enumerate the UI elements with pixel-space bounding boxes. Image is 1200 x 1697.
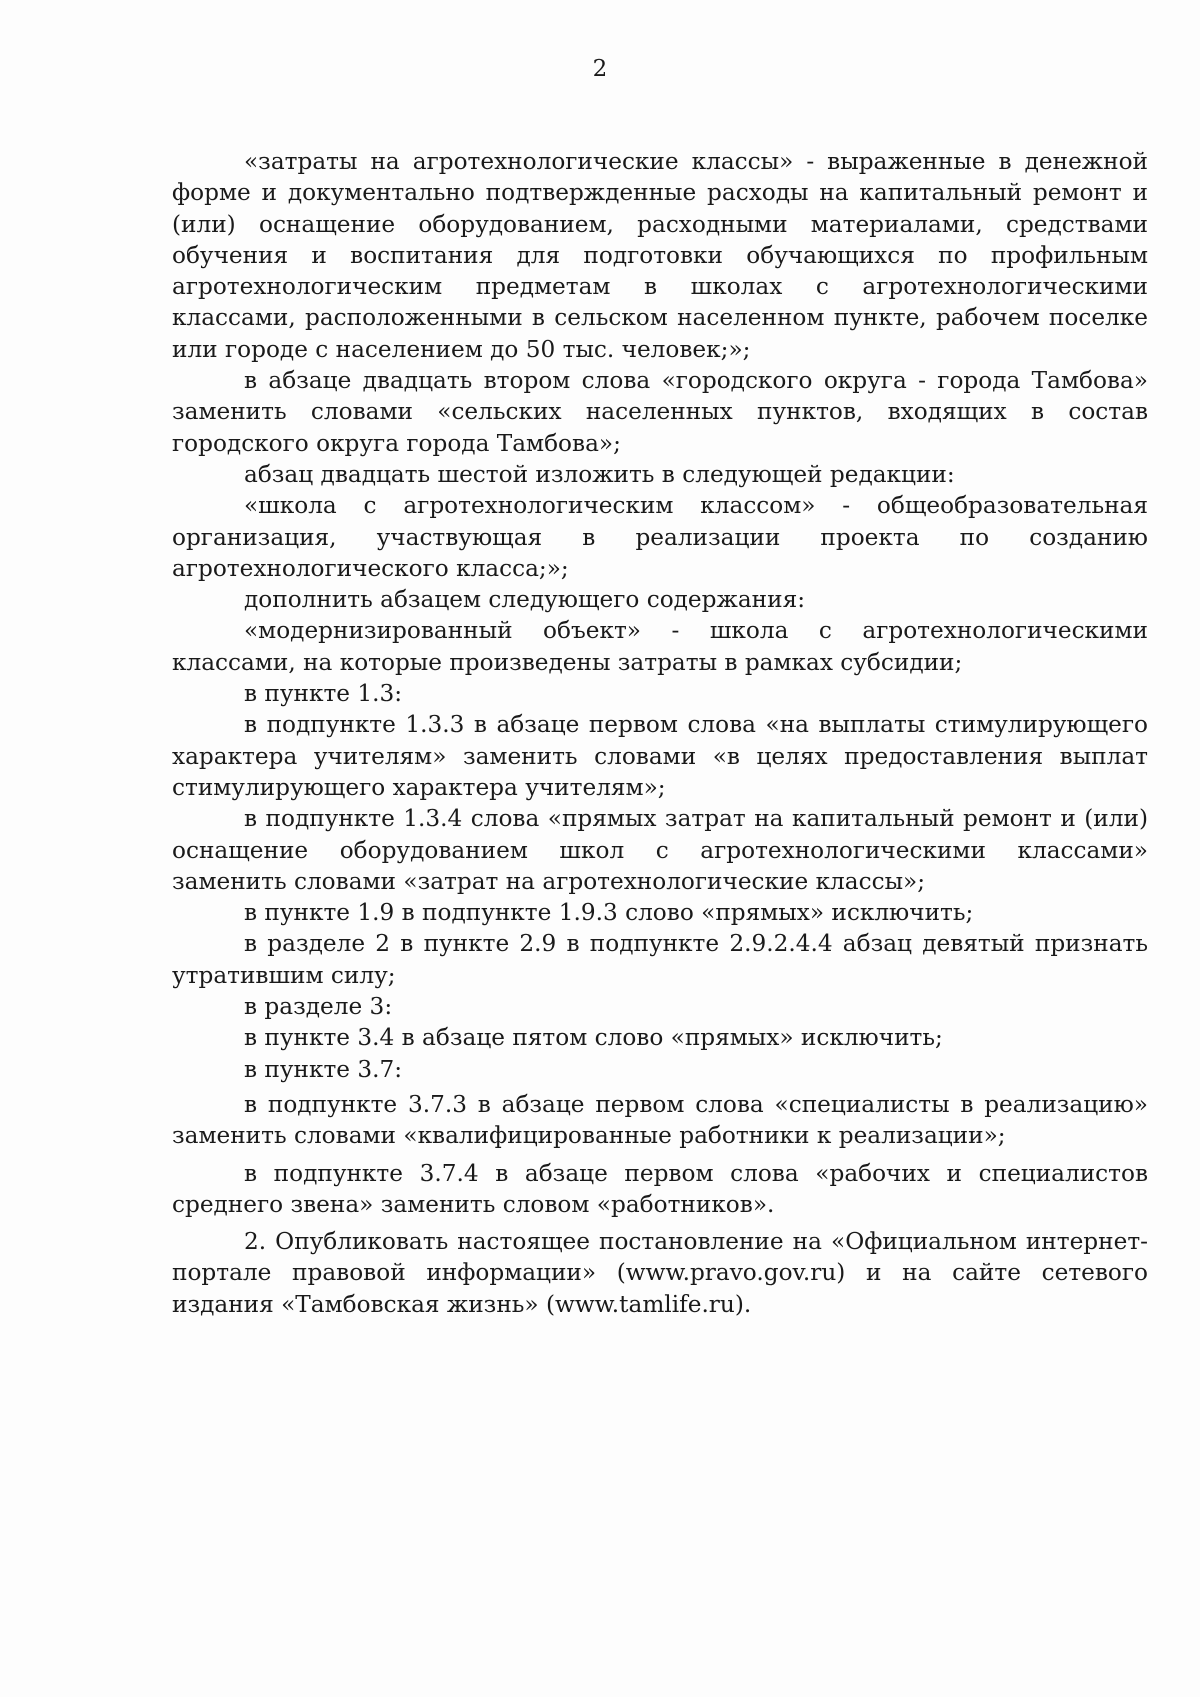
paragraph-point-1-3: в пункте 1.3: xyxy=(244,680,403,708)
paragraph-amend-26-intro: абзац двадцать шестой изложить в следующей редакции: xyxy=(244,460,955,488)
paragraph-add-intro: дополнить абзацем следующего содержания: xyxy=(244,586,806,614)
paragraph-amend-22: в абзаце двадцать втором слова «городского округа - города Тамбова» заменить словами «сельских населенных пунктов, входящих в состав городского округа города Тамбова»; xyxy=(172,367,1148,457)
paragraph-point-3-7: в пункте 3.7: xyxy=(244,1055,403,1083)
paragraph-definition-costs: «затраты на агротехнологические классы» - выраженные в денежной форме и документально подтвержденные расходы на капитальный ремонт и (или) оснащение оборудованием, расходными материалами, средствами обучения и воспитания для подготовки обучающихся по профильным агротехнологическим предметам в школах с агротехнологическими классами, расположенными в сельском населенном пункте, рабочем поселке или городе с населением до 50 тыс. человек;»; xyxy=(172,148,1148,363)
paragraph-publish: 2. Опубликовать настоящее постановление на «Официальном интернет-портале правовой информации» (www.pravo.gov.ru) и на сайте сетевого издания «Тамбовская жизнь» (www.tamlife.ru). xyxy=(172,1228,1148,1318)
paragraph-section-3: в разделе 3: xyxy=(244,993,393,1021)
paragraph-definition-object: «модернизированный объект» - школа с агротехнологическими классами, на которые произведены затраты в рамках субсидии; xyxy=(172,617,1148,676)
paragraph-subpoint-1-3-4: в подпункте 1.3.4 слова «прямых затрат на капитальный ремонт и (или) оснащение оборудованием школ с агротехнологическими классами» заменить словами «затрат на агротехнологические классы»; xyxy=(172,805,1148,895)
page-number: 2 xyxy=(592,56,608,82)
paragraph-definition-school: «школа с агротехнологическим классом» - общеобразовательная организация, участвующая в реализации проекта по созданию агротехнологического класса;»; xyxy=(172,492,1148,582)
paragraph-point-1-9: в пункте 1.9 в подпункте 1.9.3 слово «прямых» исключить; xyxy=(244,899,974,927)
document-body xyxy=(172,146,1148,1320)
paragraph-point-3-4: в пункте 3.4 в абзаце пятом слово «прямых» исключить; xyxy=(244,1024,943,1052)
paragraph-subpoint-3-7-3: в подпункте 3.7.3 в абзаце первом слова «специалисты в реализацию» заменить словами «квалифицированные работники к реализации»; xyxy=(172,1090,1148,1150)
paragraph-section-2: в разделе 2 в пункте 2.9 в подпункте 2.9.2.4.4 абзац девятый признать утратившим силу; xyxy=(172,930,1148,989)
paragraph-subpoint-1-3-3: в подпункте 1.3.3 в абзаце первом слова «на выплаты стимулирующего характера учителям» заменить словами «в целях предоставления выплат стимулирующего характера учителям»; xyxy=(172,711,1148,801)
paragraph-subpoint-3-7-4: в подпункте 3.7.4 в абзаце первом слова «рабочих и специалистов среднего звена» заменить словом «работников». xyxy=(172,1159,1148,1218)
